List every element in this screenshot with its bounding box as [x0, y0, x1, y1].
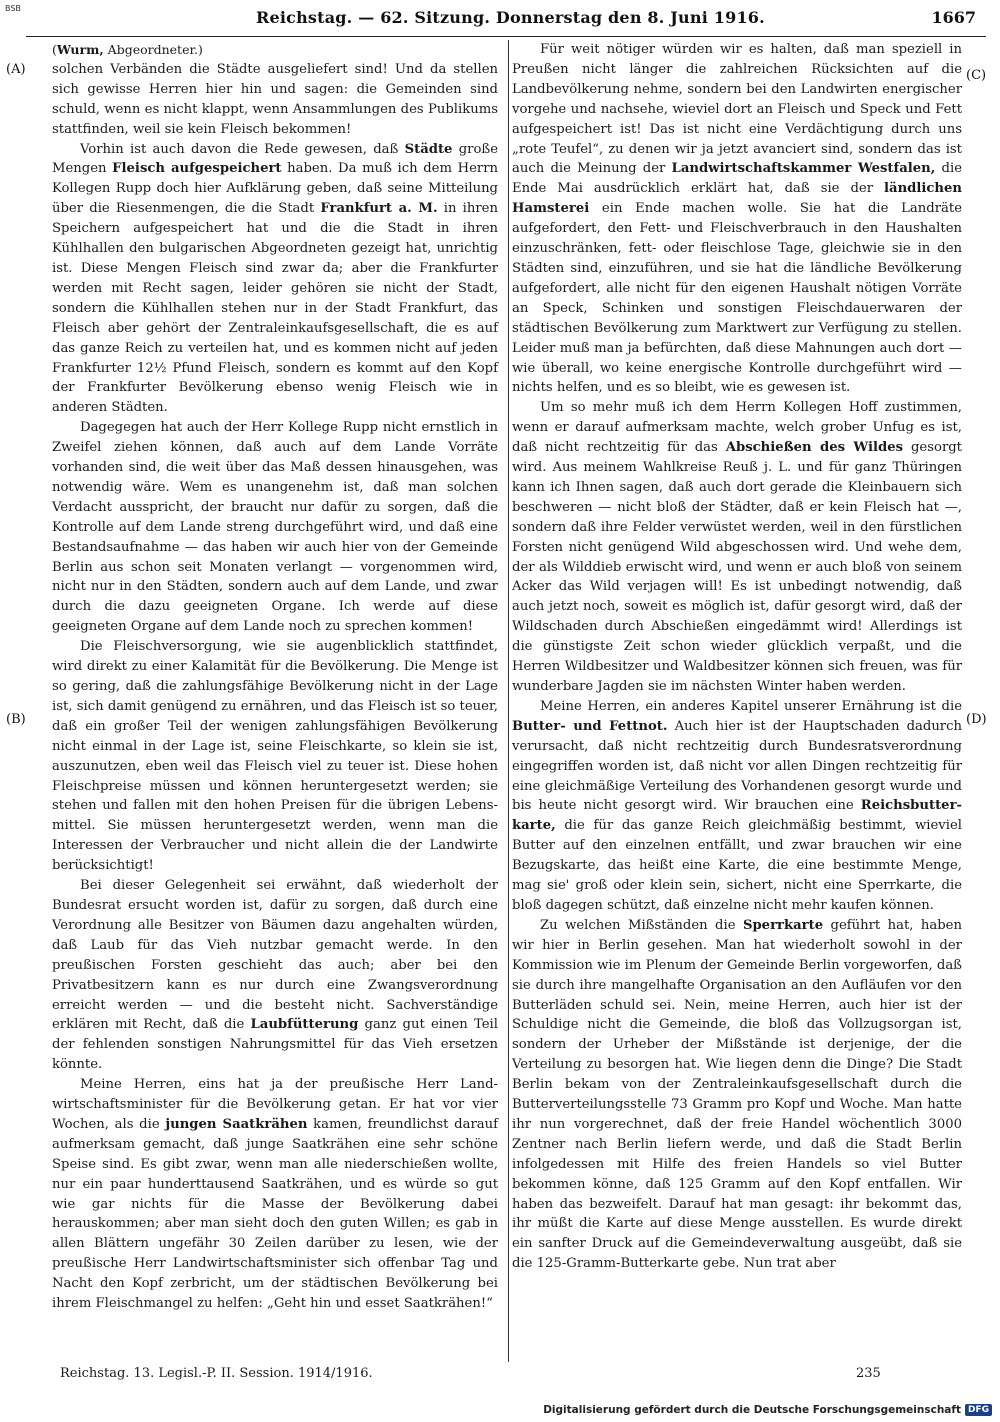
- text-run: Vorhin ist auch davon die Rede gewesen, daß: [80, 141, 405, 157]
- text-run: große Mengen: [52, 141, 498, 177]
- text-run: kamen, freundlichst darauf aufmerksam gemacht, daß junge Saatkrähen eine sehr schöne Speise sind. Es gibt zwar, wenn man alle niederschießen wollte, nur ein paar hunderttausend Saatkrähen, und es würde so gut wie gar nichts für die Masse der Bevölkerung dabei herauskommen; aber man sieht doch den guten Willen; es gab in allen Blättern ungefähr 30 Zeilen darüber zu lesen, wie der preußische Herr Landwirtschaftsminister sich offenbar Tag und Nacht den Kopf zerbricht, um der städtischen Bevölkerung bei ihrem Fleischmangel zu helfen: „Geht hin und esset Saatkrähen!“: [52, 1116, 499, 1312]
- paragraph: [512, 697, 962, 916]
- paragraph: [52, 637, 498, 876]
- text-run: gesorgt wird. Aus meinem Wahlkreise Reuß j. L. und für ganz Thüringen kann ich Ihnen sagen, daß auch dort gerade die Kleinbauern sich beschweren — nicht bloß der Städter, daß er kein Fleisch hat —, sondern daß ihre Felder verwüstet werden, weil in den fürstlichen Forsten nicht genügend Wild abgeschossen wird. Und wehe dem, der als Wilddieb erwischt wird, und wenn er auch bloß von seinem Acker das Wild verjagen will! Es ist unbedingt notwendig, daß auch jetzt noch, soweit es möglich ist, dafür gesorgt wird, daß der Wildschaden durch Abschießen eingedämmt wird! Allerdings ist die günstigste Zeit schon wieder glücklich verpaßt, und die Herren Wildbesitzer und Waldbesitzer können sich freuen, was für wunderbare Jagden sie im nächsten Winter haben werden.: [512, 440, 962, 694]
- left-column: [52, 40, 498, 1314]
- text-run: Dagegegen hat auch der Herr Kollege Rupp nicht ernstlich in Zweifel ziehen können, daß auch auf dem Lande Vorräte vorhanden sind, die weit über das Maß dessen hinausgehen, was notwendig wäre. Wem es unangenehm ist, daß man solchen Verdacht ausspricht, der braucht nur dafür zu sorgen, daß die Kontrolle auf dem Lande streng durchgeführt wird, und daß eine Bestandsaufnahme — das haben wir auch hier von der Gemeinde Berlin aus schon seit Monaten verlangt — vorgenommen wird, nicht nur in den Städten, sondern auch auf dem Lande, und zwar durch die dazu geeigneten Organe. Ich werde auf diese geeigneten Organe auf dem Lande noch zu sprechen kommen!: [52, 420, 498, 635]
- text-run: die Ende Mai ausdrücklich erklärt hat, daß sie der: [512, 161, 963, 197]
- bold-term: Städte: [404, 141, 453, 157]
- left-paragraphs: [52, 60, 498, 1314]
- bold-term: Laubfütterung: [250, 1017, 359, 1033]
- paragraph: [52, 876, 498, 1075]
- text-run: Für weit nötiger würden wir es halten, daß man speziell in Preußen nicht länger die zahlreichen Rücksichten auf die Landbevölkerung nehme, sondern bei den Landwirten energischer vorgehe und nachsehe, wieviel dort an Fleisch und Speck und Fett aufgespeichert ist! Das ist nicht eine Verdächtigung durch uns „rote Teufel“, zu denen wir ja jetzt avanciert sind, sondern das ist auch die Meinung der: [512, 42, 962, 177]
- text-run: Die Fleischversorgung, wie sie augenblicklich stattfindet, wird direkt zu einer Kalamität für die Bevölkerung. Die Menge ist so gering, daß die zahlungsfähige Bevölkerung nicht in der Lage ist, sich damit genügend zu ernähren, und das Fleisch ist so teuer, daß ein großer Teil der wenigen zahlungsfähigen Bevölkerung nicht einmal in der Lage ist, seine Fleischkarte, so klein sie ist, auszunutzen, eben weil das Fleisch viel zu teuer ist. Diese hohen Fleischpreise müssen und können heruntergesetzt werden; sie stehen und fallen mit den hohen Preisen für die übrigen Lebensmittel. Sie müssen heruntergesetzt werden, wenn man die Interessen der Verbraucher und nicht allein die der Landwirte berücksichtigt!: [52, 639, 498, 874]
- text-run: in ihren Speichern aufgespeichert hat und die die Stadt in ihren Kühlhallen den bulgarischen Abgeordneten gezeigt hat, unrichtig ist. Diese Mengen Fleisch sind zwar da; aber die Frankfurter werden mit Recht sagen, leider gehören sie nicht der Stadt, sondern die Kühlhallen stehen nur in der Stadt Frankfurt, das Fleisch aber gehört der Zentraleinkaufsgesellschaft, die es auf das ganze Reich zu verteilen hat, und es kommen nicht auf jeden Frankfurter 12½ Pfund Fleisch, sondern es kommt auf den Kopf der Frankfurter Bevölkerung ebenso wenig Fleisch wie in anderen Städten.: [52, 201, 498, 416]
- library-stamp: BSB: [5, 4, 21, 13]
- margin-marker-a: (A): [6, 62, 26, 77]
- paragraph: [512, 398, 962, 697]
- running-title: Reichstag. — 62. Sitzung. Donnerstag den 8. Juni 1916.: [256, 8, 765, 27]
- footer-sheet-number: 235: [856, 1366, 881, 1381]
- right-paragraphs: [512, 40, 962, 1274]
- margin-marker-c: (C): [966, 68, 987, 83]
- credit-text: Digitalisierung gefördert durch die Deutsche Forschungsgemeinschaft: [543, 1404, 961, 1416]
- bold-term: Reichsbutterkarte,: [512, 798, 962, 834]
- speaker-name: Wurm,: [56, 42, 104, 57]
- text-run: haben. Da muß ich dem Herrn Kollegen Rupp doch hier Aufklärung geben, daß seine Mitteilung über die Riesenmengen, die die Stadt: [52, 161, 499, 217]
- paragraph: [52, 1075, 498, 1314]
- text-run: Meine Herren, eins hat ja der preußische Herr Landwirtschaftsminister für die Bevölkerung getan. Er hat vor vier Wochen, als die: [52, 1077, 498, 1132]
- margin-marker-b: (B): [6, 712, 26, 727]
- digitization-credit: [543, 1402, 992, 1418]
- page-header: [26, 6, 982, 32]
- margin-marker-d: (D): [966, 712, 987, 727]
- column-divider: [508, 40, 509, 1362]
- text-run: Bei dieser Gelegenheit sei erwähnt, daß wiederholt der Bundesrat ersucht worden ist, dafür zu sorgen, daß durch eine Verordnung alle Besitzer von Bäumen dazu angehalten würden, daß Laub für das Vieh nutzbar gemacht werde. In den preußischen Forsten geschieht das auch; aber bei den Privatbesitzern kann es nur durch eine Zwangsverordnung erreicht werden — und die besteht nicht. Sachverständige erklären mit Recht, daß die: [52, 878, 498, 1033]
- bold-term: Frankfurt a. M.: [320, 201, 438, 217]
- bold-term: Abschießen des Wildes: [725, 440, 904, 456]
- paragraph: [512, 40, 962, 398]
- text-run: Um so mehr muß ich dem Herrn Kollegen Hoff zustimmen, wenn er darauf aufmerksam machte, welch grober Unfug es ist, daß nicht rechtzeitig für das: [512, 400, 962, 456]
- text-run: Meine Herren, ein anderes Kapitel unserer Ernährung ist die: [540, 698, 962, 714]
- paragraph: [52, 60, 498, 140]
- text-run: solchen Verbänden die Städte ausgeliefert sind! Und da stellen sich gewisse Herren hier hin und sagen: die Gemeinden sind schuld, wenn es nicht klappt, wenn Ansammlungen des Publikums stattfinden, weil sie kein Fleisch bekommen!: [52, 61, 498, 137]
- text-run: Auch hier ist der Hauptschaden dadurch verursacht, daß nicht rechtzeitig durch Bundesratsverordnung eingegriffen worden ist, daß nicht vor allen Dingen rechtzeitig für eine gleichmäßige Verteilung des Vorhandenen gesorgt wurde und bis heute nicht gesorgt wird. Wir brauchen eine: [512, 718, 962, 814]
- bold-term: jungen Saatkrähen: [165, 1116, 308, 1132]
- paragraph: [52, 418, 498, 637]
- text-run: geführt hat, haben wir hier in Berlin gesehen. Man hat wiederholt sowohl in der Kommission wie im Plenum der Gemeinde Berlin vorgeworfen, daß sie durch ihre mangelhafte Organisation an den Aufläufen vor den Butterläden schuld sei. Nein, meine Herren, auch hier ist der Schuldige nicht die Gemeinde, die bloß das Vollzugsorgan ist, sondern der Urheber der Mißstände ist derjenige, der die Verteilung zu besorgen hat. Wie liegen denn die Dinge? Die Stadt Berlin bekam von der Zentraleinkaufsgesellschaft durch die Butterverteilungsstelle 73 Gramm pro Kopf und Woche. Man hatte ihr nun vorgerechnet, daß der freie Handel wöchentlich 3000 Zentner nach Berlin liefern werde, und daß die Stadt Berlin infolgedessen mit Hilfe des freien Handels so viel Butter bekommen könne, daß 125 Gramm auf den Kopf entfallen. Wir haben das bezweifelt. Darauf hat man gesagt: ihr bekommt das, ihr müßt die Karte auf diese Menge ausstellen. Es wurde direkt ein sanfter Druck auf die Gemeindeverwaltung ausgeübt, daß sie die 125-Gramm-Butterkarte gebe. Nun trat aber: [512, 917, 962, 1272]
- paragraph: [52, 140, 498, 419]
- speaker-line: (Wurm, Abgeordneter.): [52, 42, 203, 57]
- bold-term: Landwirtschaftskammer Westfalen,: [671, 161, 936, 177]
- right-column: [512, 40, 962, 1274]
- footer-session-info: Reichstag. 13. Legisl.-P. II. Session. 1914/1916.: [60, 1366, 373, 1381]
- text-run: Zu welchen Mißständen die: [540, 917, 743, 933]
- bold-term: ländlichen Hamsterei: [512, 181, 962, 217]
- text-run: ganz gut einen Teil der fehlenden sonstigen Nahrungsmittel für das Vieh ersetzen könnte.: [52, 1017, 498, 1073]
- bold-term: Sperrkarte: [742, 917, 824, 933]
- bold-term: Fleisch aufgespeichert: [112, 161, 282, 177]
- dfg-logo: DFG: [965, 1404, 992, 1416]
- bold-term: Butter- und Fettnot.: [512, 718, 668, 734]
- text-run: ein Ende machen wolle. Sie hat die Landräte aufgefordert, den Fett- und Fleischverbrauch in den Haushalten einzuschränken, fett- oder fleischlose Tage, gleichwie sie in den Städten sind, einzuführen, und sie hat die ländliche Bevölkerung aufgefordert, alle nicht für den eigenen Haushalt nötigen Vorräte an Speck, Schinken und sonstigen Fleischdauerwaren der städtischen Bevölkerung zum Marktwert zur Verfügung zu stellen. Leider muß man ja befürchten, daß diese Mahnungen auch dort — wie überall, wo keine energische Kontrolle durchgeführt wird — nichts helfen, und es so bleibt, wie es gewesen ist.: [512, 201, 962, 396]
- header-rule: [26, 36, 986, 37]
- paragraph: [512, 916, 962, 1274]
- text-run: die für das ganze Reich gleichmäßig bestimmt, wieviel Butter auf den einzelnen entfällt, und zwar brauchen wir eine Bezugskarte, das heißt eine Karte, die eine bestimmte Menge, mag sie' groß oder klein sein, sichert, nicht eine Sperrkarte, die bloß dagegen schützt, daß einzelne nicht mehr kaufen können.: [512, 818, 962, 913]
- speaker-role: Abgeordneter.): [103, 42, 203, 57]
- page-number: 1667: [931, 8, 976, 27]
